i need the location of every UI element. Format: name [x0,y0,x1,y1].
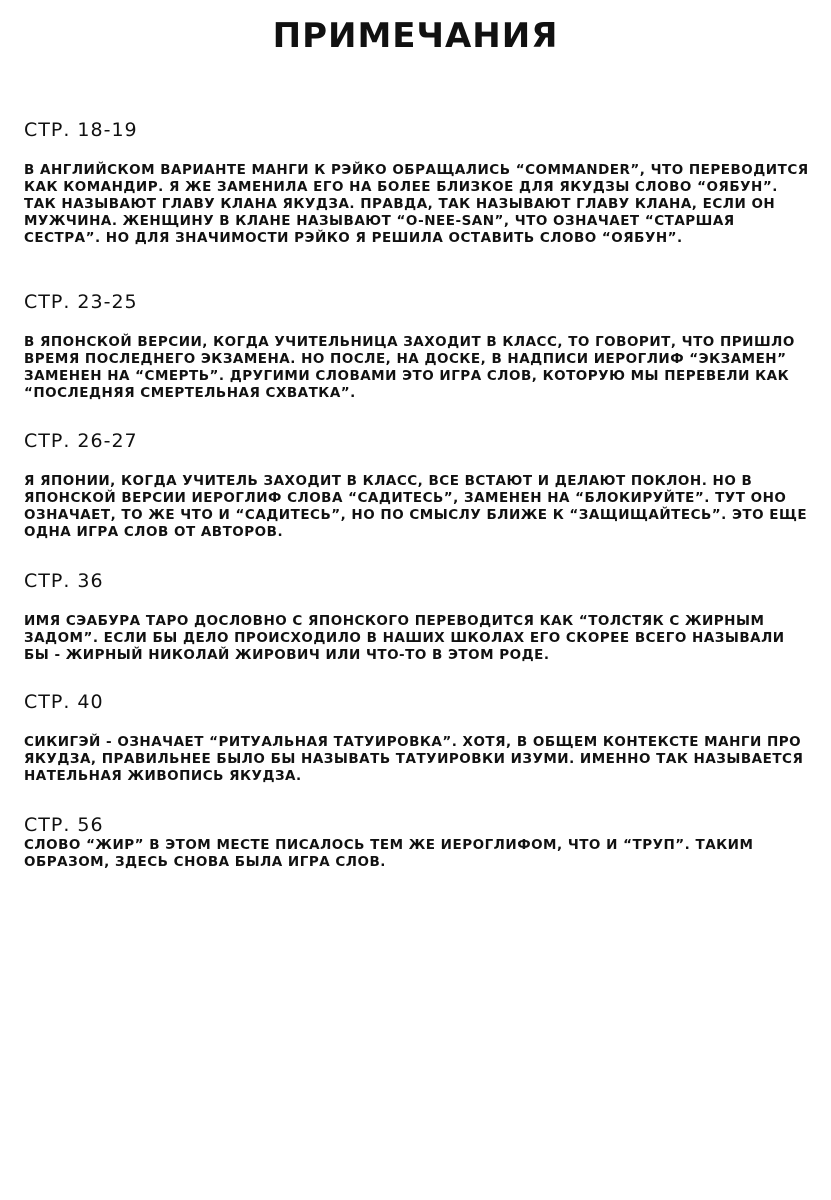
note-body: В АНГЛИЙСКОМ ВАРИАНТЕ МАНГИ К РЭЙКО ОБРАЩАЛИСЬ “COMMANDER”, ЧТО ПЕРЕВОДИТСЯ КАК КОМАНДИР. Я ЖЕ ЗАМЕНИЛА ЕГО НА БОЛЕЕ БЛИЗКОЕ ДЛЯ ЯКУДЗЫ СЛОВО “ОЯБУН”. ТАК НАЗЫВАЮТ ГЛАВУ КЛАНА ЯКУДЗА. ПРАВДА, ТАК НАЗЫВАЮТ ГЛАВУ КЛАНА, ЕСЛИ ОН МУЖЧИНА. ЖЕНЩИНУ В КЛАНЕ НАЗЫВАЮТ “O-NEE-SAN”, ЧТО ОЗНАЧАЕТ “СТАРШАЯ СЕСТРА”. НО ДЛЯ ЗНАЧИМОСТИ РЭЙКО Я РЕШИЛА ОСТАВИТЬ СЛОВО “ОЯБУН”. [24,162,809,246]
note-section-26-27 [24,429,809,541]
page-title: ПРИМЕЧАНИЯ [272,16,559,56]
note-heading: СТР. 18-19 [24,119,138,141]
note-section-56 [24,813,809,871]
note-heading: СТР. 36 [24,570,104,592]
note-body: СЛОВО “ЖИР” В ЭТОМ МЕСТЕ ПИСАЛОСЬ ТЕМ ЖЕ ИЕРОГЛИФОМ, ЧТО И “ТРУП”. ТАКИМ ОБРАЗОМ, ЗДЕСЬ СНОВА БЫЛА ИГРА СЛОВ. [24,837,754,870]
note-section-40 [24,690,809,785]
note-section-18-19 [24,118,809,247]
note-heading: СТР. 56 [24,814,104,836]
note-heading: СТР. 26-27 [24,430,138,452]
note-section-36 [24,569,809,664]
note-heading: СТР. 40 [24,691,104,713]
note-body: В ЯПОНСКОЙ ВЕРСИИ, КОГДА УЧИТЕЛЬНИЦА ЗАХОДИТ В КЛАСС, ТО ГОВОРИТ, ЧТО ПРИШЛО ВРЕМЯ ПОСЛЕДНЕГО ЭКЗАМЕНА. НО ПОСЛЕ, НА ДОСКЕ, В НАДПИСИ ИЕРОГЛИФ “ЭКЗАМЕН” ЗАМЕНЕН НА “СМЕРТЬ”. ДРУГИМИ СЛОВАМИ ЭТО ИГРА СЛОВ, КОТОРУЮ МЫ ПЕРЕВЕЛИ КАК “ПОСЛЕДНЯЯ СМЕРТЕЛЬНАЯ СХВАТКА”. [24,334,795,401]
note-section-23-25 [24,290,809,402]
note-heading: СТР. 23-25 [24,291,138,313]
note-body: ИМЯ СЭАБУРА ТАРО ДОСЛОВНО С ЯПОНСКОГО ПЕРЕВОДИТСЯ КАК “ТОЛСТЯК С ЖИРНЫМ ЗАДОМ”. ЕСЛИ БЫ ДЕЛО ПРОИСХОДИЛО В НАШИХ ШКОЛАХ ЕГО СКОРЕЕ ВСЕГО НАЗЫВАЛИ БЫ - ЖИРНЫЙ НИКОЛАЙ ЖИРОВИЧ ИЛИ ЧТО-ТО В ЭТОМ РОДЕ. [24,613,785,663]
note-body: СИКИГЭЙ - ОЗНАЧАЕТ “РИТУАЛЬНАЯ ТАТУИРОВКА”. ХОТЯ, В ОБЩЕМ КОНТЕКСТЕ МАНГИ ПРО ЯКУДЗА, ПРАВИЛЬНЕЕ БЫЛО БЫ НАЗЫВАТЬ ТАТУИРОВКИ ИЗУМИ. ИМЕННО ТАК НАЗЫВАЕТСЯ НАТЕЛЬНАЯ ЖИВОПИСЬ ЯКУДЗА. [24,734,804,784]
note-body: Я ЯПОНИИ, КОГДА УЧИТЕЛЬ ЗАХОДИТ В КЛАСС, ВСЕ ВСТАЮТ И ДЕЛАЮТ ПОКЛОН. НО В ЯПОНСКОЙ ВЕРСИИ ИЕРОГЛИФ СЛОВА “САДИТЕСЬ”, ЗАМЕНЕН НА “БЛОКИРУЙТЕ”. ТУТ ОНО ОЗНАЧАЕТ, ТО ЖЕ ЧТО И “САДИТЕСЬ”, НО ПО СМЫСЛУ БЛИЖЕ К “ЗАЩИЩАЙТЕСЬ”. ЭТО ЕЩЕ ОДНА ИГРА СЛОВ ОТ АВТОРОВ. [24,473,808,540]
